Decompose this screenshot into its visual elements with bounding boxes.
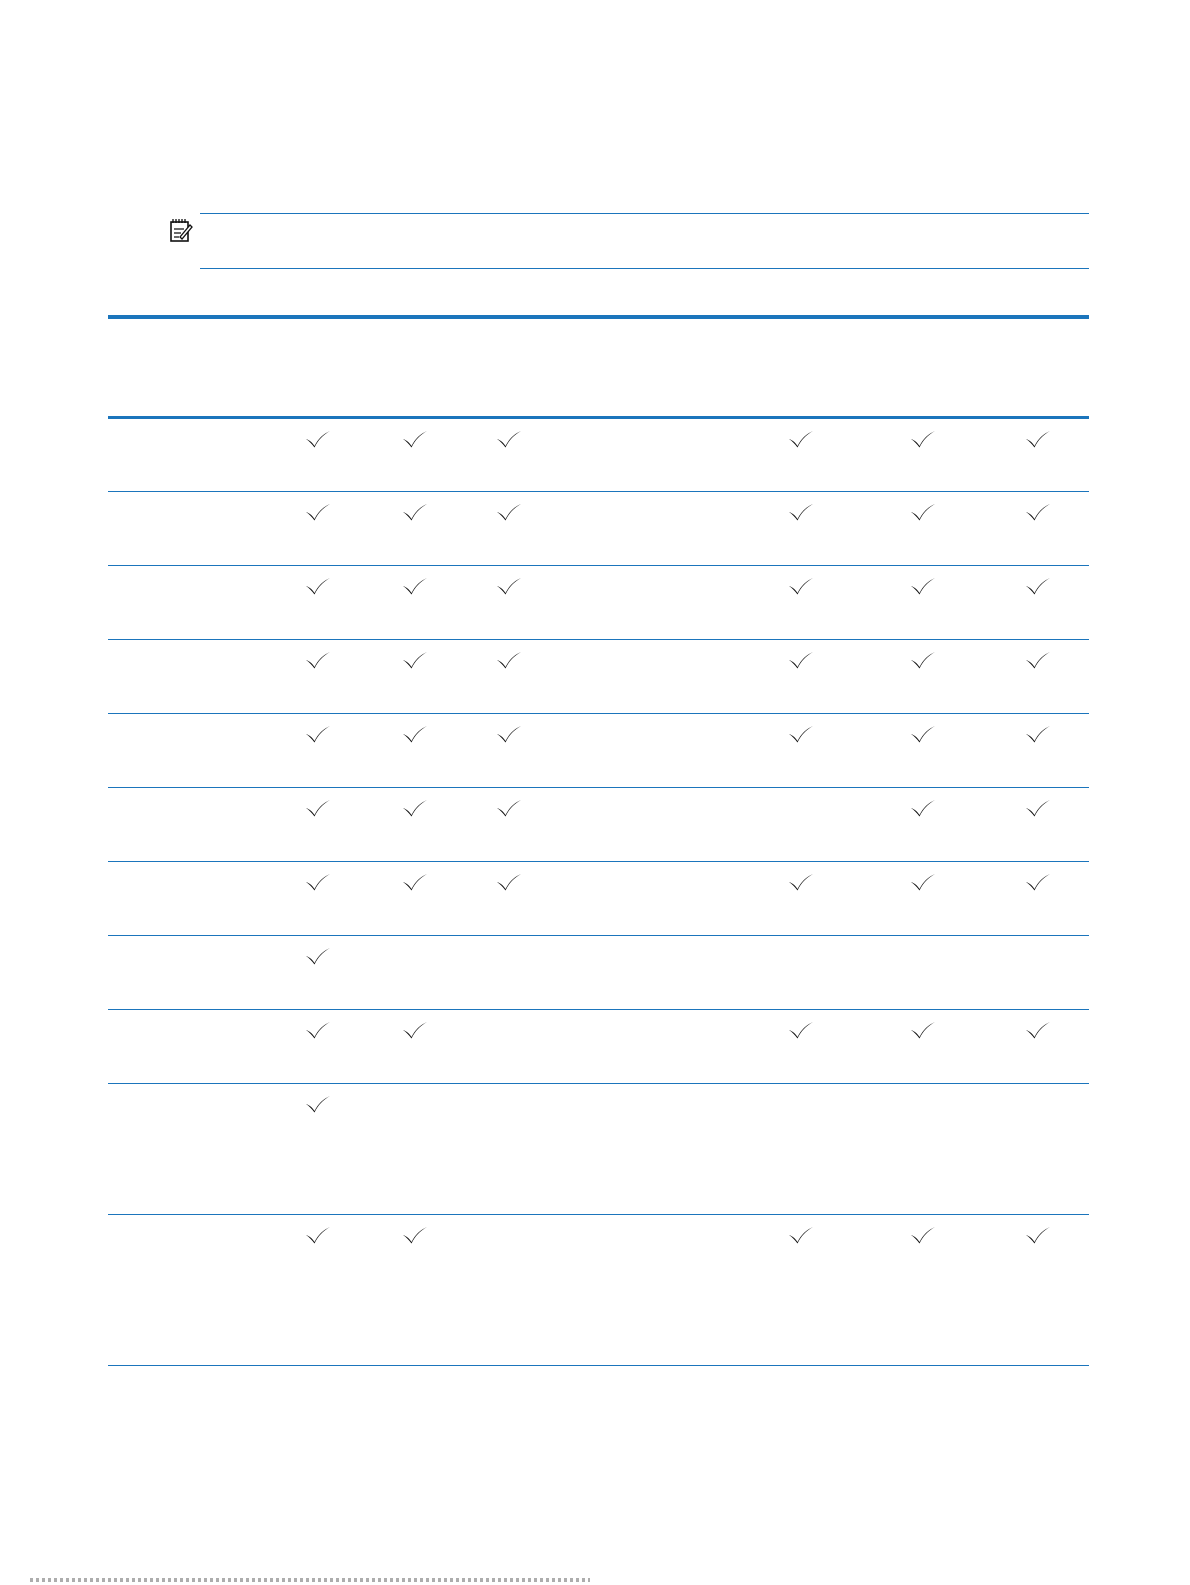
table-cell: [368, 787, 462, 861]
row-label: [108, 565, 268, 639]
header-col-7: [986, 317, 1089, 417]
table-cell: [368, 565, 462, 639]
note-rule-bottom: [200, 268, 1089, 269]
checkmark-icon: [305, 429, 331, 449]
table-row: [108, 935, 1089, 1009]
row-label: [108, 1083, 268, 1214]
table-cell: [556, 1083, 742, 1214]
table-cell: [556, 713, 742, 787]
header-col-5: [742, 317, 860, 417]
table-cell: [986, 491, 1089, 565]
table-cell: [462, 787, 556, 861]
checkmark-icon: [305, 650, 331, 670]
checkmark-icon: [910, 724, 936, 744]
table-cell: [368, 491, 462, 565]
table-cell: [986, 1083, 1089, 1214]
table-cell: [742, 639, 860, 713]
feature-matrix-table: [108, 315, 1089, 1366]
checkmark-icon: [1025, 650, 1051, 670]
header-col-2: [368, 317, 462, 417]
checkmark-icon: [305, 502, 331, 522]
row-label: [108, 639, 268, 713]
table-cell: [368, 861, 462, 935]
row-label: [108, 713, 268, 787]
table-cell: [742, 565, 860, 639]
checkmark-icon: [305, 1094, 331, 1114]
checkmark-icon: [496, 576, 522, 596]
table-cell: [860, 491, 986, 565]
table-cell: [268, 639, 368, 713]
checkmark-icon: [402, 1020, 428, 1040]
checkmark-icon: [496, 798, 522, 818]
checkmark-icon: [305, 1020, 331, 1040]
table-cell: [986, 787, 1089, 861]
header-col-4: [556, 317, 742, 417]
checkmark-icon: [910, 872, 936, 892]
checkmark-icon: [910, 502, 936, 522]
table-row: [108, 1009, 1089, 1083]
table-cell: [860, 417, 986, 491]
table-cell: [268, 491, 368, 565]
table-cell: [986, 1214, 1089, 1365]
header-col-6: [860, 317, 986, 417]
checkmark-icon: [305, 724, 331, 744]
checkmark-icon: [402, 576, 428, 596]
table-cell: [986, 565, 1089, 639]
checkmark-icon: [1025, 502, 1051, 522]
table-cell: [986, 713, 1089, 787]
checkmark-icon: [402, 872, 428, 892]
row-label: [108, 1009, 268, 1083]
header-row: [108, 317, 1089, 417]
checkmark-icon: [496, 650, 522, 670]
checkmark-icon: [1025, 429, 1051, 449]
table-row: [108, 1214, 1089, 1365]
table-cell: [556, 565, 742, 639]
header-col-1: [268, 317, 368, 417]
row-label: [108, 417, 268, 491]
table-cell: [742, 1083, 860, 1214]
note-callout: [168, 213, 1089, 269]
checkmark-icon: [402, 502, 428, 522]
table-cell: [368, 1083, 462, 1214]
table-cell: [742, 1009, 860, 1083]
checkmark-icon: [305, 1225, 331, 1245]
table-cell: [368, 935, 462, 1009]
table-cell: [860, 1009, 986, 1083]
table-cell: [860, 713, 986, 787]
header-col-3: [462, 317, 556, 417]
table-cell: [268, 1009, 368, 1083]
table-cell: [462, 861, 556, 935]
table-cell: [556, 935, 742, 1009]
checkmark-icon: [305, 946, 331, 966]
table-cell: [860, 639, 986, 713]
note-icon: [168, 217, 194, 243]
table-cell: [742, 861, 860, 935]
table-cell: [368, 1009, 462, 1083]
checkmark-icon: [496, 502, 522, 522]
table-cell: [368, 1214, 462, 1365]
table-cell: [268, 417, 368, 491]
table-cell: [860, 1214, 986, 1365]
table-cell: [742, 787, 860, 861]
checkmark-icon: [910, 1225, 936, 1245]
row-label: [108, 935, 268, 1009]
table-cell: [268, 713, 368, 787]
table-cell: [556, 1214, 742, 1365]
table-cell: [986, 861, 1089, 935]
table-row: [108, 861, 1089, 935]
table-cell: [986, 639, 1089, 713]
table-cell: [986, 417, 1089, 491]
table-cell: [986, 935, 1089, 1009]
checkmark-icon: [305, 798, 331, 818]
checkmark-icon: [496, 724, 522, 744]
table-cell: [742, 417, 860, 491]
checkmark-icon: [496, 872, 522, 892]
table-cell: [556, 1009, 742, 1083]
table-cell: [268, 935, 368, 1009]
checkmark-icon: [1025, 872, 1051, 892]
table-cell: [268, 861, 368, 935]
table-cell: [462, 1214, 556, 1365]
checkmark-icon: [910, 576, 936, 596]
checkmark-icon: [910, 798, 936, 818]
table-cell: [462, 565, 556, 639]
table-cell: [556, 861, 742, 935]
table-cell: [268, 1083, 368, 1214]
table-cell: [462, 1009, 556, 1083]
table-row: [108, 787, 1089, 861]
checkmark-icon: [788, 429, 814, 449]
table-cell: [860, 787, 986, 861]
checkmark-icon: [788, 576, 814, 596]
table-cell: [556, 491, 742, 565]
table-cell: [462, 639, 556, 713]
checkmark-icon: [788, 1225, 814, 1245]
table-cell: [986, 1009, 1089, 1083]
checkmark-icon: [1025, 1225, 1051, 1245]
matrix-body: [108, 417, 1089, 1365]
table-cell: [860, 1083, 986, 1214]
checkmark-icon: [402, 650, 428, 670]
checkmark-icon: [402, 429, 428, 449]
checkmark-icon: [910, 1020, 936, 1040]
table-row: [108, 417, 1089, 491]
table-cell: [742, 491, 860, 565]
table-cell: [860, 861, 986, 935]
checkmark-icon: [1025, 1020, 1051, 1040]
footer-barcode: [30, 1578, 590, 1582]
table-cell: [462, 1083, 556, 1214]
table-cell: [268, 1214, 368, 1365]
checkmark-icon: [402, 798, 428, 818]
table-row: [108, 1083, 1089, 1214]
table-cell: [860, 565, 986, 639]
checkmark-icon: [788, 502, 814, 522]
checkmark-icon: [788, 1020, 814, 1040]
table-row: [108, 565, 1089, 639]
row-label: [108, 787, 268, 861]
table-row: [108, 713, 1089, 787]
row-label: [108, 1214, 268, 1365]
checkmark-icon: [496, 429, 522, 449]
checkmark-icon: [1025, 724, 1051, 744]
checkmark-icon: [788, 724, 814, 744]
checkmark-icon: [1025, 576, 1051, 596]
checkmark-icon: [1025, 798, 1051, 818]
header-label: [108, 317, 268, 417]
table-cell: [368, 713, 462, 787]
table-row: [108, 639, 1089, 713]
table-cell: [860, 935, 986, 1009]
table-cell: [556, 639, 742, 713]
checkmark-icon: [305, 576, 331, 596]
table-cell: [462, 491, 556, 565]
table-cell: [742, 935, 860, 1009]
checkmark-icon: [788, 650, 814, 670]
table-cell: [742, 713, 860, 787]
row-label: [108, 491, 268, 565]
table-cell: [462, 935, 556, 1009]
row-label: [108, 861, 268, 935]
checkmark-icon: [402, 1225, 428, 1245]
table-cell: [368, 417, 462, 491]
table-cell: [462, 713, 556, 787]
table-cell: [556, 787, 742, 861]
checkmark-icon: [910, 429, 936, 449]
table-cell: [742, 1214, 860, 1365]
table-row: [108, 491, 1089, 565]
table-cell: [556, 417, 742, 491]
table-cell: [268, 787, 368, 861]
checkmark-icon: [788, 872, 814, 892]
checkmark-icon: [910, 650, 936, 670]
note-rule-top: [200, 213, 1089, 214]
checkmark-icon: [305, 872, 331, 892]
checkmark-icon: [402, 724, 428, 744]
table-cell: [268, 565, 368, 639]
table-cell: [368, 639, 462, 713]
table-cell: [462, 417, 556, 491]
